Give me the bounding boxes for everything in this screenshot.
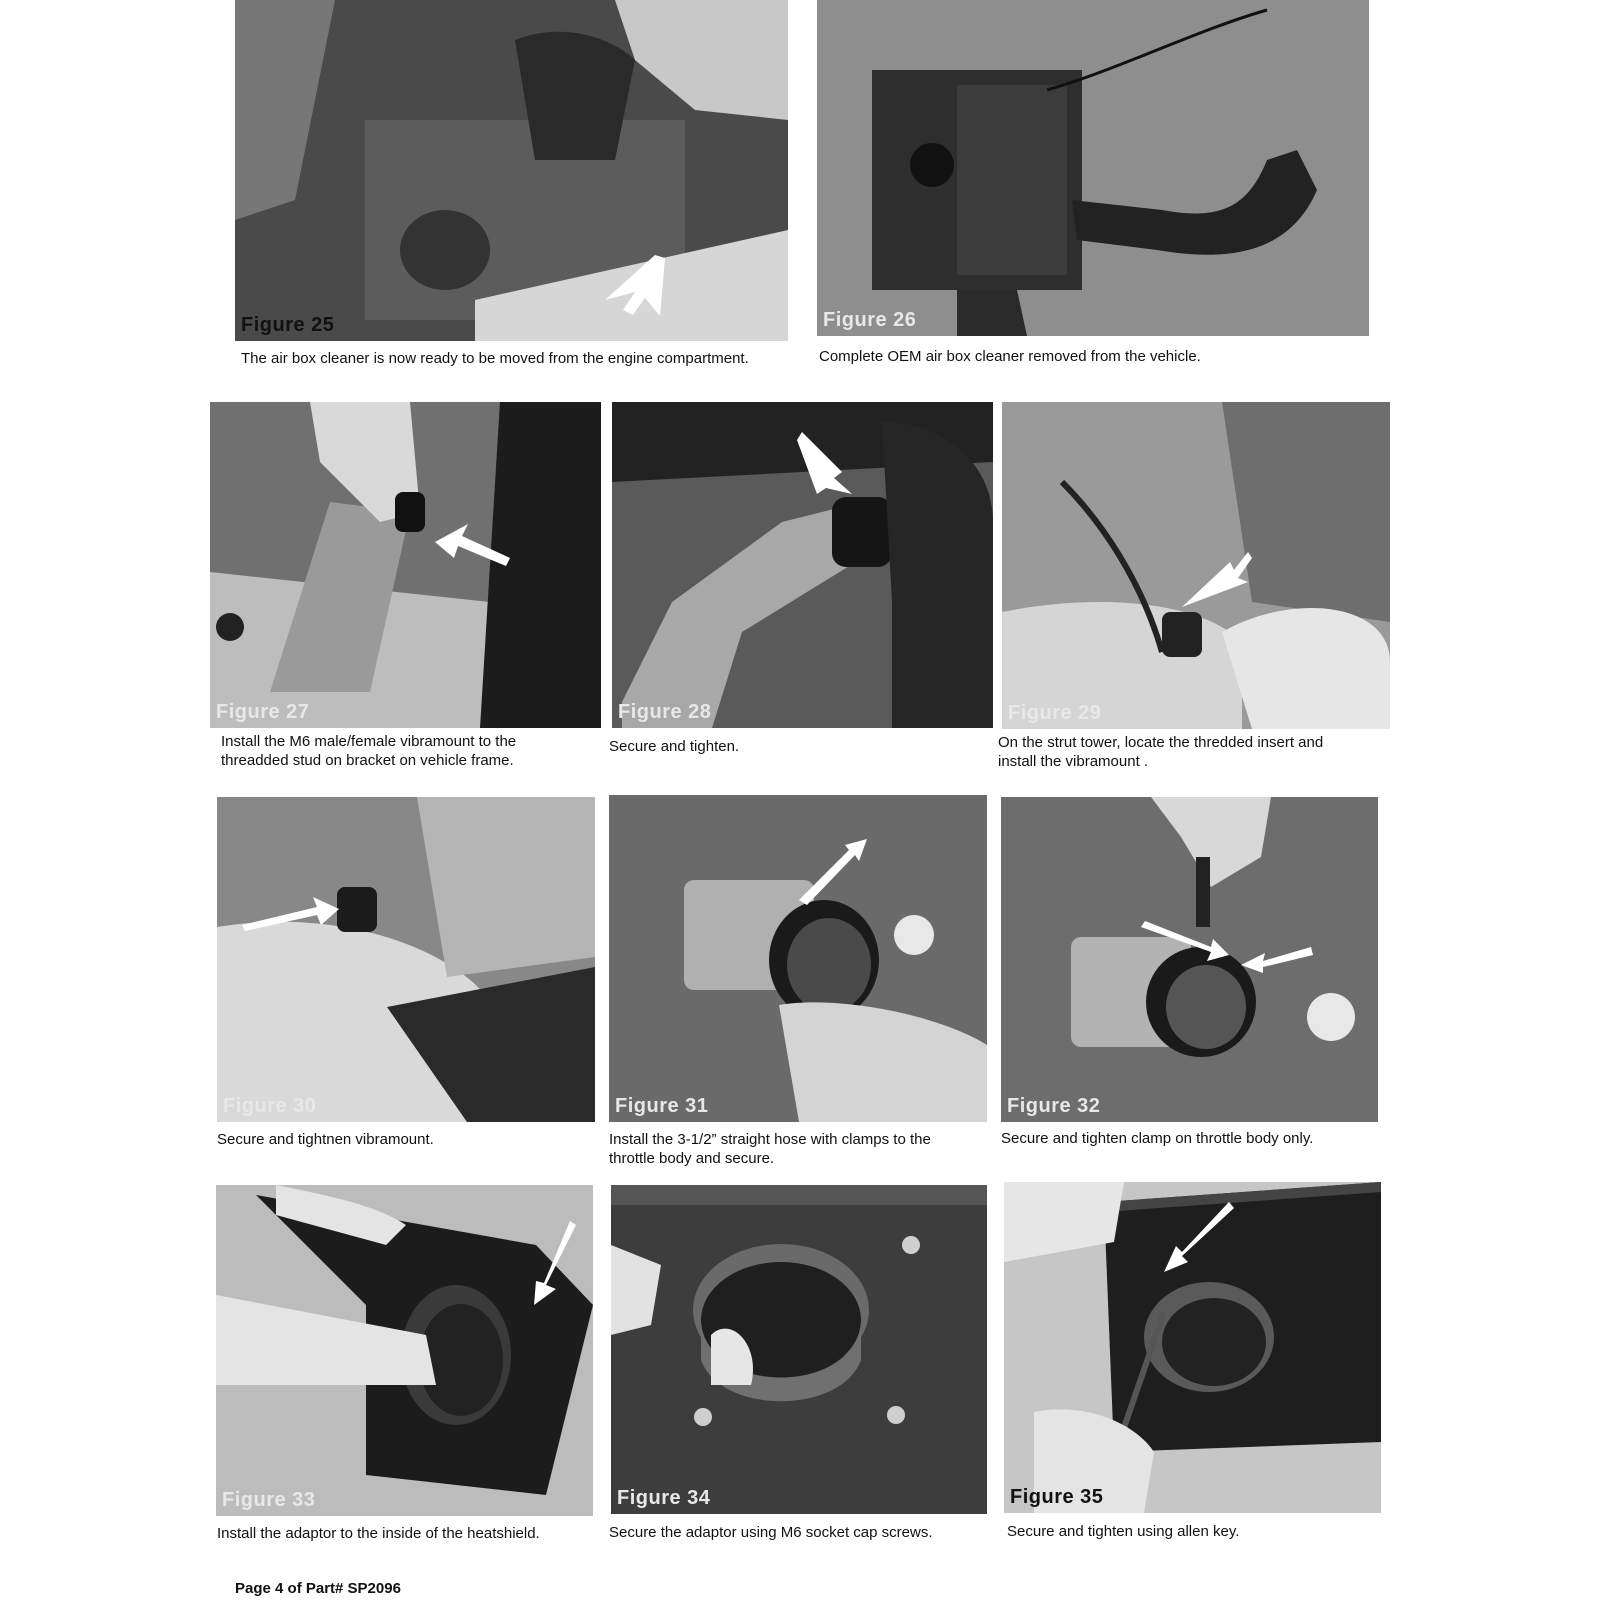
figure-27-label: Figure 27 xyxy=(216,701,310,723)
figure-27-caption: Install the M6 male/female vibramount to the threadded stud on bracket on vehicle frame. xyxy=(221,733,517,769)
figure-34-photo xyxy=(611,1185,987,1514)
figure-30-photo xyxy=(217,797,595,1122)
figure-29-photo xyxy=(1002,402,1390,729)
figure-26-photo xyxy=(817,0,1369,336)
figure-28-caption: Secure and tighten. xyxy=(609,738,740,755)
figure-25-label: Figure 25 xyxy=(241,314,335,336)
figure-31-label: Figure 31 xyxy=(615,1095,709,1117)
figure-26-caption: Complete OEM air box cleaner removed from the vehicle. xyxy=(819,348,1201,365)
figure-30-caption: Secure and tightnen vibramount. xyxy=(217,1131,434,1148)
figure-33-caption: Install the adaptor to the inside of the heatshield. xyxy=(217,1525,540,1542)
figure-33-photo xyxy=(216,1185,593,1516)
figure-30-label: Figure 30 xyxy=(223,1095,317,1117)
figure-29-caption: On the strut tower, locate the thredded insert and install the vibramount . xyxy=(998,734,1324,770)
figure-32-label: Figure 32 xyxy=(1007,1095,1101,1117)
figure-32-caption: Secure and tighten clamp on throttle body only. xyxy=(1001,1130,1314,1147)
figure-25-caption: The air box cleaner is now ready to be moved from the engine compartment. xyxy=(241,350,749,367)
figure-25-photo xyxy=(235,0,788,341)
figure-28-label: Figure 28 xyxy=(618,701,712,723)
figure-34-label: Figure 34 xyxy=(617,1487,711,1509)
figure-32-photo xyxy=(1001,797,1378,1122)
figure-31-photo xyxy=(609,795,987,1122)
figure-34-caption: Secure the adaptor using M6 socket cap screws. xyxy=(609,1524,933,1541)
figure-26-label: Figure 26 xyxy=(823,309,917,331)
figure-33-label: Figure 33 xyxy=(222,1489,316,1511)
figure-35-label: Figure 35 xyxy=(1010,1486,1104,1508)
figure-35-caption: Secure and tighten using allen key. xyxy=(1007,1523,1240,1540)
figure-28-photo xyxy=(612,402,993,728)
page-footer: Page 4 of Part# SP2096 xyxy=(235,1580,401,1597)
figure-29-label: Figure 29 xyxy=(1008,702,1102,724)
figure-27-photo xyxy=(210,402,601,728)
figure-31-caption: Install the 3-1/2” straight hose with clamps to the throttle body and secure. xyxy=(609,1131,931,1167)
figure-35-photo xyxy=(1004,1182,1381,1513)
